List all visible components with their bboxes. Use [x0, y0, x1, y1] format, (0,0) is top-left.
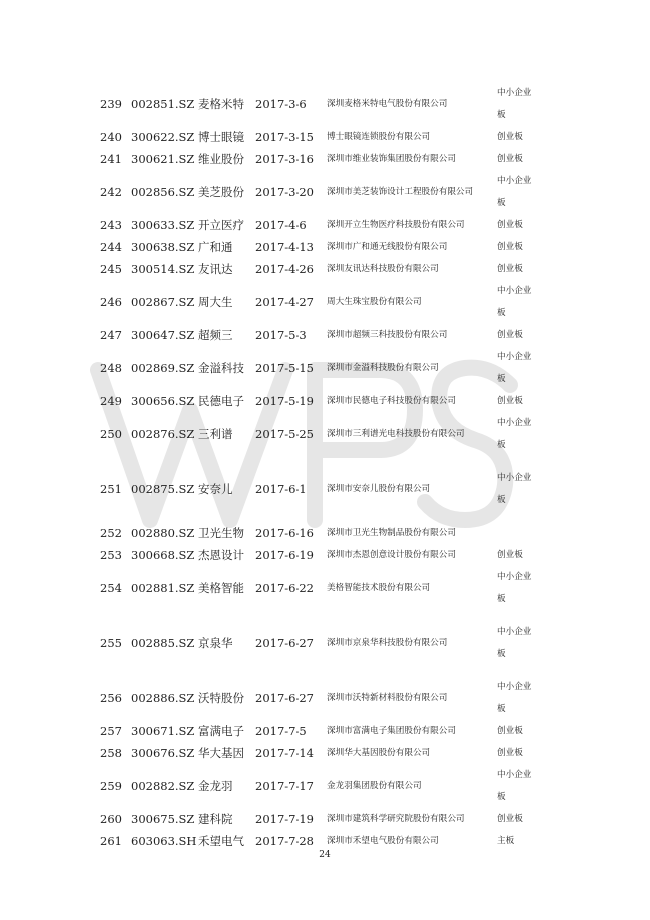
company-name: 美格智能技术股份有限公司 — [327, 583, 431, 593]
company-name: 深圳市建筑科学研究院股份有限公司 — [327, 814, 465, 824]
stock-code: 300647.SZ — [131, 328, 195, 342]
row-number: 257 — [100, 724, 122, 738]
table-row — [100, 390, 543, 412]
listing-table-body — [100, 82, 543, 852]
stock-code: 002881.SZ — [131, 581, 195, 595]
row-number: 246 — [100, 295, 122, 309]
stock-code: 002851.SZ — [131, 97, 195, 111]
stock-code: 002875.SZ — [131, 482, 195, 496]
listing-date: 2017-6-16 — [255, 526, 314, 540]
stock-name: 京泉华 — [198, 636, 233, 650]
stock-name: 建科院 — [198, 812, 233, 826]
company-name: 深圳市维业装饰集团股份有限公司 — [327, 154, 456, 164]
board-type: 中小企业板 — [497, 770, 532, 802]
stock-name: 美格智能 — [198, 581, 244, 595]
listing-date: 2017-6-27 — [255, 691, 314, 705]
board-type: 中小企业板 — [497, 352, 532, 384]
listing-date: 2017-5-15 — [255, 361, 314, 375]
company-name: 周大生珠宝股份有限公司 — [327, 297, 422, 307]
listing-date: 2017-3-6 — [255, 97, 307, 111]
stock-code: 300621.SZ — [131, 152, 195, 166]
stock-name: 博士眼镜 — [198, 130, 244, 144]
listing-date: 2017-3-20 — [255, 185, 314, 199]
row-number: 251 — [100, 482, 122, 496]
stock-code: 002882.SZ — [131, 779, 195, 793]
board-type: 中小企业板 — [497, 627, 532, 659]
stock-name: 美芝股份 — [198, 185, 244, 199]
stock-name: 华大基因 — [198, 746, 244, 760]
table-row — [100, 346, 543, 390]
table-row — [100, 214, 543, 236]
row-number: 241 — [100, 152, 122, 166]
page-number: 24 — [319, 850, 331, 860]
company-name: 金龙羽集团股份有限公司 — [327, 781, 422, 791]
stock-code: 300671.SZ — [131, 724, 195, 738]
row-number: 261 — [100, 834, 122, 848]
stock-code: 002886.SZ — [131, 691, 195, 705]
stock-name: 广和通 — [198, 240, 233, 254]
table-row — [100, 764, 543, 808]
listing-date: 2017-7-28 — [255, 834, 314, 848]
board-type: 创业板 — [497, 264, 523, 274]
table-row — [100, 236, 543, 258]
board-type: 创业板 — [497, 814, 523, 824]
board-type: 中小企业板 — [497, 176, 532, 208]
company-name: 深圳开立生物医疗科技股份有限公司 — [327, 220, 465, 230]
row-number: 249 — [100, 394, 122, 408]
row-number: 256 — [100, 691, 122, 705]
listing-date: 2017-7-14 — [255, 746, 314, 760]
row-number: 252 — [100, 526, 122, 540]
board-type: 创业板 — [497, 396, 523, 406]
board-type: 中小企业板 — [497, 473, 532, 505]
row-number: 250 — [100, 427, 122, 441]
row-number: 254 — [100, 581, 122, 595]
listing-date: 2017-7-19 — [255, 812, 314, 826]
board-type: 创业板 — [497, 550, 523, 560]
company-name: 深圳市安奈儿股份有限公司 — [327, 484, 431, 494]
board-type: 创业板 — [497, 132, 523, 142]
row-number: 247 — [100, 328, 122, 342]
board-type: 创业板 — [497, 220, 523, 230]
listing-date: 2017-6-27 — [255, 636, 314, 650]
company-name: 深圳市京泉华科技股份有限公司 — [327, 638, 448, 648]
listing-date: 2017-4-26 — [255, 262, 314, 276]
table-row — [100, 148, 543, 170]
row-number: 239 — [100, 97, 122, 111]
board-type: 中小企业板 — [497, 682, 532, 714]
stock-name: 富满电子 — [198, 724, 244, 738]
stock-name: 友讯达 — [198, 262, 233, 276]
table-row — [100, 610, 543, 676]
stock-name: 麦格米特 — [198, 97, 244, 111]
stock-name: 安奈儿 — [198, 482, 233, 496]
company-name: 深圳市富满电子集团股份有限公司 — [327, 726, 456, 736]
stock-name: 金溢科技 — [198, 361, 244, 375]
row-number: 258 — [100, 746, 122, 760]
stock-name: 沃特股份 — [198, 691, 244, 705]
table-row — [100, 82, 543, 126]
listing-date: 2017-3-15 — [255, 130, 314, 144]
row-number: 240 — [100, 130, 122, 144]
company-name: 深圳华大基因股份有限公司 — [327, 748, 431, 758]
row-number: 242 — [100, 185, 122, 199]
table-row — [100, 258, 543, 280]
row-number: 245 — [100, 262, 122, 276]
listing-date: 2017-6-19 — [255, 548, 314, 562]
company-name: 深圳市金溢科技股份有限公司 — [327, 363, 439, 373]
stock-name: 金龙羽 — [198, 779, 233, 793]
board-type: 中小企业板 — [497, 572, 532, 604]
stock-name: 卫光生物 — [198, 526, 244, 540]
stock-name: 超频三 — [198, 328, 233, 342]
stock-name: 民德电子 — [198, 394, 244, 408]
table-row — [100, 456, 543, 522]
stock-name: 杰恩设计 — [198, 548, 244, 562]
stock-code: 300622.SZ — [131, 130, 195, 144]
table-row — [100, 280, 543, 324]
company-name: 深圳市广和通无线股份有限公司 — [327, 242, 448, 252]
table-row — [100, 566, 543, 610]
table-row — [100, 544, 543, 566]
company-name: 深圳市三利谱光电科技股份有限公司 — [327, 429, 465, 439]
stock-code: 002869.SZ — [131, 361, 195, 375]
stock-code: 300633.SZ — [131, 218, 195, 232]
table-row — [100, 830, 543, 852]
stock-code: 300676.SZ — [131, 746, 195, 760]
stock-name: 维业股份 — [198, 152, 244, 166]
row-number: 243 — [100, 218, 122, 232]
company-name: 深圳市卫光生物制品股份有限公司 — [327, 528, 456, 538]
board-type: 中小企业板 — [497, 286, 532, 318]
board-type — [497, 522, 543, 544]
row-number: 259 — [100, 779, 122, 793]
company-name: 深圳市超频三科技股份有限公司 — [327, 330, 448, 340]
stock-code: 002867.SZ — [131, 295, 195, 309]
listing-date: 2017-7-17 — [255, 779, 314, 793]
stock-code: 300638.SZ — [131, 240, 195, 254]
table-row — [100, 808, 543, 830]
board-type: 创业板 — [497, 242, 523, 252]
listing-date: 2017-5-3 — [255, 328, 307, 342]
listing-date: 2017-6-22 — [255, 581, 314, 595]
company-name: 深圳市杰恩创意设计股份有限公司 — [327, 550, 456, 560]
company-name: 深圳市禾望电气股份有限公司 — [327, 836, 439, 846]
row-number: 260 — [100, 812, 122, 826]
company-name: 深圳市美芝装饰设计工程股份有限公司 — [327, 187, 474, 197]
company-name: 深圳麦格米特电气股份有限公司 — [327, 99, 448, 109]
listing-date: 2017-4-6 — [255, 218, 307, 232]
board-type: 创业板 — [497, 726, 523, 736]
stock-code: 300675.SZ — [131, 812, 195, 826]
board-type: 主板 — [497, 836, 515, 846]
company-name: 深圳市沃特新材料股份有限公司 — [327, 693, 448, 703]
stock-name: 三利谱 — [198, 427, 233, 441]
table-row — [100, 720, 543, 742]
stock-code: 300656.SZ — [131, 394, 195, 408]
table-row — [100, 126, 543, 148]
listing-date: 2017-5-19 — [255, 394, 314, 408]
row-number: 244 — [100, 240, 122, 254]
listing-date: 2017-4-13 — [255, 240, 314, 254]
stock-code: 002885.SZ — [131, 636, 195, 650]
listing-date: 2017-3-16 — [255, 152, 314, 166]
stock-code: 300514.SZ — [131, 262, 195, 276]
listing-date: 2017-7-5 — [255, 724, 307, 738]
row-number: 253 — [100, 548, 122, 562]
stock-code: 002880.SZ — [131, 526, 195, 540]
row-number: 255 — [100, 636, 122, 650]
table-row — [100, 522, 543, 544]
table-row — [100, 676, 543, 720]
table-row — [100, 324, 543, 346]
stock-code: 603063.SH — [131, 834, 197, 848]
row-number: 248 — [100, 361, 122, 375]
ipo-listing-table — [100, 82, 543, 852]
stock-code: 002856.SZ — [131, 185, 195, 199]
table-row — [100, 170, 543, 214]
table-row — [100, 742, 543, 764]
board-type: 中小企业板 — [497, 88, 532, 120]
board-type: 中小企业板 — [497, 418, 532, 450]
company-name: 博士眼镜连锁股份有限公司 — [327, 132, 431, 142]
listing-date: 2017-6-1 — [255, 482, 307, 496]
listing-date: 2017-4-27 — [255, 295, 314, 309]
stock-name: 开立医疗 — [198, 218, 244, 232]
board-type: 创业板 — [497, 154, 523, 164]
stock-name: 禾望电气 — [198, 834, 244, 848]
stock-name: 周大生 — [198, 295, 233, 309]
board-type: 创业板 — [497, 330, 523, 340]
table-row — [100, 412, 543, 456]
listing-date: 2017-5-25 — [255, 427, 314, 441]
stock-code: 002876.SZ — [131, 427, 195, 441]
stock-code: 300668.SZ — [131, 548, 195, 562]
company-name: 深圳市民德电子科技股份有限公司 — [327, 396, 456, 406]
company-name: 深圳友讯达科技股份有限公司 — [327, 264, 439, 274]
board-type: 创业板 — [497, 748, 523, 758]
